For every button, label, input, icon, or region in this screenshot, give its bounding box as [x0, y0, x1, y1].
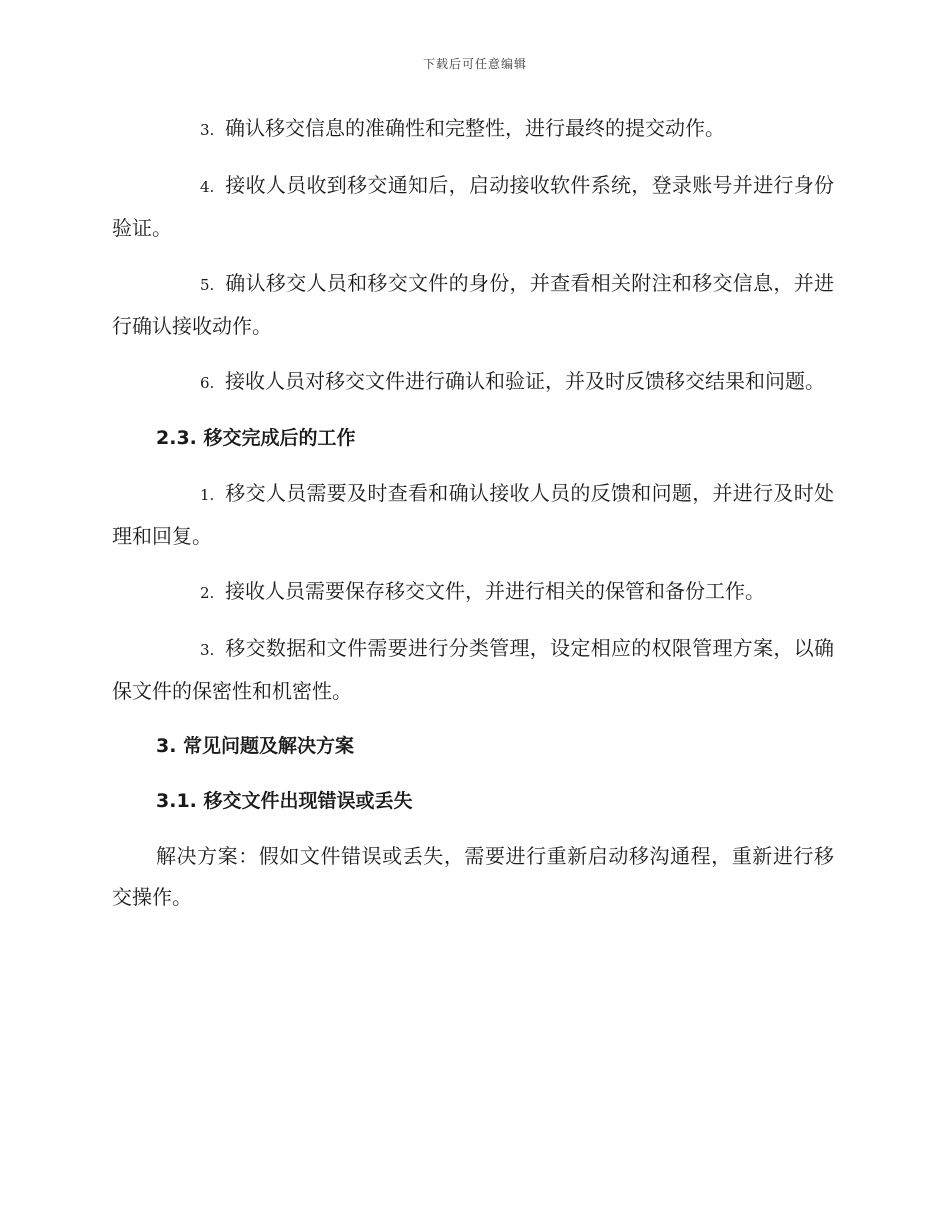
- list-item-text: 确认移交人员和移交文件的身份，并查看相关附注和移交信息，并进行确认接收动作。: [112, 271, 834, 338]
- list-item-number: 6.: [200, 374, 215, 392]
- list-item-number: 3.: [200, 121, 215, 139]
- list-item: [112, 165, 834, 249]
- list-item-number: 3.: [200, 641, 215, 659]
- section-heading-3: 3. 常见问题及解决方案: [156, 735, 355, 757]
- list-item-text: 移交数据和文件需要进行分类管理，设定相应的权限管理方案，以确保文件的保密性和机密性。: [112, 636, 834, 703]
- list-item-number: 1.: [200, 486, 215, 504]
- document-body: [112, 108, 834, 932]
- list-item: [112, 263, 834, 347]
- section-heading-3-1: 3.1. 移交文件出现错误或丢失: [156, 790, 413, 812]
- header-note: 下载后可任意编辑: [422, 57, 527, 71]
- list-item-number: 5.: [200, 276, 215, 294]
- list-item-text: 确认移交信息的准确性和完整性，进行最终的提交动作。: [225, 116, 725, 140]
- list-item-number: 4.: [200, 178, 215, 196]
- section-heading-2-3: 2.3. 移交完成后的工作: [156, 427, 356, 449]
- list-item-text: 接收人员需要保存移交文件，并进行相关的保管和备份工作。: [225, 579, 765, 603]
- list-item-text: 接收人员收到移交通知后，启动接收软件系统，登录账号并进行身份验证。: [112, 173, 834, 240]
- list-item: [112, 108, 834, 151]
- solution-paragraph: 解决方案：假如文件错误或丢失，需要进行重新启动移沟通程，重新进行移交操作。: [112, 844, 834, 909]
- list-item-number: 2.: [200, 584, 215, 602]
- list-item-text: 接收人员对移交文件进行确认和验证，并及时反馈移交结果和问题。: [225, 369, 825, 393]
- list-item: [112, 473, 834, 557]
- list-item-text: 移交人员需要及时查看和确认接收人员的反馈和问题，并进行及时处理和回复。: [112, 481, 834, 548]
- list-item: [112, 628, 834, 712]
- list-item: [112, 571, 834, 614]
- list-item: [112, 361, 834, 404]
